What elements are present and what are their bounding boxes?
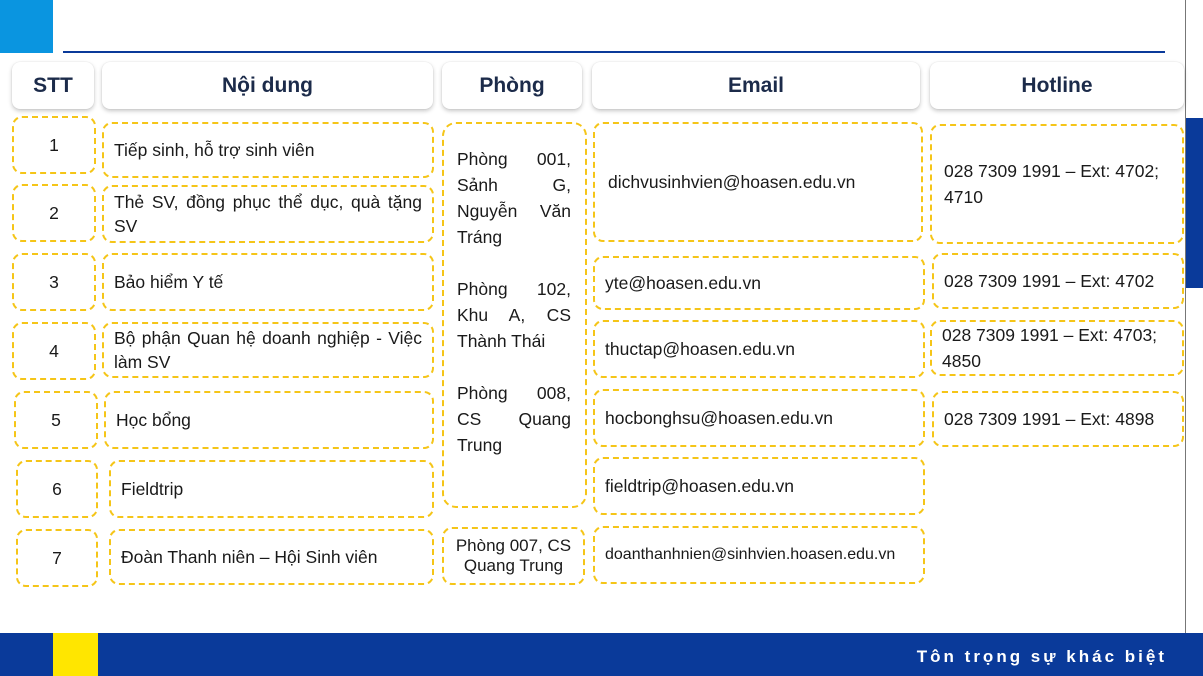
room-cell-7: Phòng 007, CS Quang Trung: [442, 527, 585, 585]
email-cell-1: dichvusinhvien@hoasen.edu.vn: [593, 122, 923, 242]
stt-cell-5: 5: [14, 391, 98, 449]
header-content: Nội dung: [102, 62, 433, 109]
stt-cell-7: 7: [16, 529, 98, 587]
content-cell-1: Tiếp sinh, hỗ trợ sinh viên: [102, 122, 434, 178]
room-text-1: Phòng 001, Sảnh G, Nguyễn Văn Tráng: [457, 149, 571, 247]
room-text-3: Phòng 008, CS Quang Trung: [457, 383, 571, 455]
stt-cell-4: 4: [12, 322, 96, 380]
email-cell-6: doanthanhnien@sinhvien.hoasen.edu.vn: [593, 526, 925, 584]
content-cell-7: Đoàn Thanh niên – Hội Sinh viên: [109, 529, 434, 585]
footer-slogan: Tôn trọng sự khác biệt: [916, 647, 1167, 666]
stt-cell-6: 6: [16, 460, 98, 518]
room-cell-merged: [442, 122, 587, 508]
room-text-2: Phòng 102, Khu A, CS Thành Thái: [457, 279, 571, 351]
email-cell-4: hocbonghsu@hoasen.edu.vn: [593, 389, 925, 447]
right-edge-blue-tab: [1186, 118, 1203, 288]
content-cell-5: Học bổng: [104, 391, 434, 449]
stt-cell-3: 3: [12, 253, 96, 311]
stt-cell-1: 1: [12, 116, 96, 174]
hotline-cell-2: 028 7309 1991 – Ext: 4702: [932, 253, 1184, 309]
header-email: Email: [592, 62, 920, 109]
hotline-cell-1: 028 7309 1991 – Ext: 4702; 4710: [930, 124, 1184, 244]
hotline-cell-3: 028 7309 1991 – Ext: 4703; 4850: [930, 320, 1184, 376]
content-cell-2: Thẻ SV, đồng phục thể dục, quà tặng SV: [102, 185, 434, 243]
stt-cell-2: 2: [12, 184, 96, 242]
content-cell-6: Fieldtrip: [109, 460, 434, 518]
corner-accent: [0, 0, 53, 53]
email-cell-5: fieldtrip@hoasen.edu.vn: [593, 457, 925, 515]
email-cell-3: thuctap@hoasen.edu.vn: [593, 320, 925, 378]
header-room: Phòng: [442, 62, 582, 109]
header-hotline: Hotline: [930, 62, 1184, 109]
footer-yellow-block: [53, 633, 98, 676]
header-stt: STT: [12, 62, 94, 109]
content-cell-4: Bộ phận Quan hệ doanh nghiệp - Việc làm SV: [102, 322, 434, 378]
hotline-cell-4: 028 7309 1991 – Ext: 4898: [932, 391, 1184, 447]
email-cell-2: yte@hoasen.edu.vn: [593, 256, 925, 310]
title-underline: [63, 51, 1165, 53]
content-cell-3: Bảo hiểm Y tế: [102, 253, 434, 311]
right-edge-bar: [1185, 0, 1203, 633]
